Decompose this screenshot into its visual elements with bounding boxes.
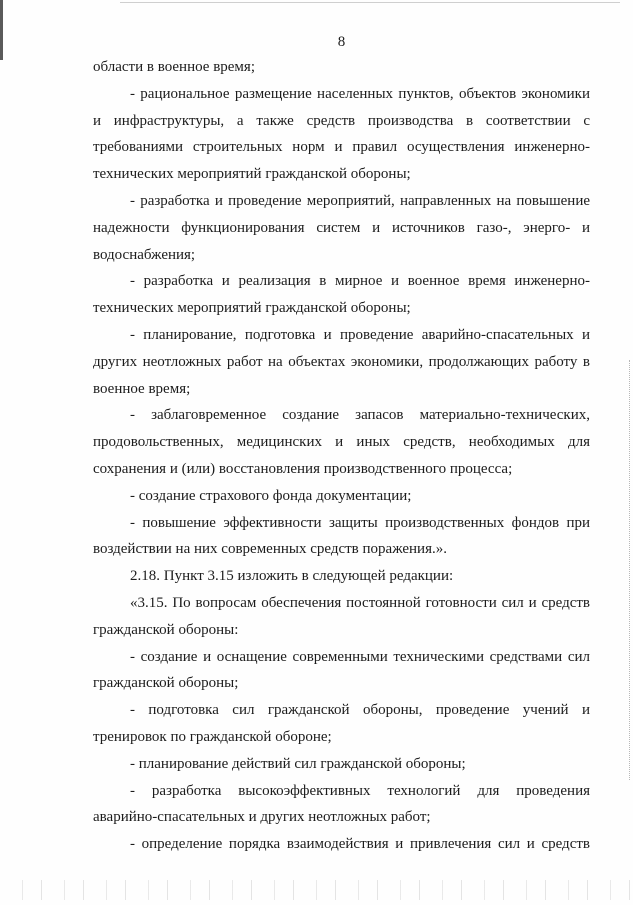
text-line: сохранения и (или) восстановления производственного процесса;: [93, 460, 513, 477]
text-line: технических мероприятий гражданской обороны;: [93, 166, 411, 183]
text-line: гражданской обороны;: [93, 675, 239, 692]
text-line: продовольственных, медицинских и иных средств, необходимых для: [93, 434, 590, 451]
text-line: - определение порядка взаимодействия и привлечения сил и средств: [130, 836, 590, 853]
text-line: тренировок по гражданской обороне;: [93, 728, 332, 745]
text-line: «3.15. По вопросам обеспечения постоянной готовности сил и средств: [130, 594, 590, 611]
text-line: области в военное время;: [93, 59, 255, 75]
text-line: - разработка и реализация в мирное и военное время инженерно-: [130, 273, 590, 290]
text-line: гражданской обороны:: [93, 621, 239, 638]
text-line: - повышение эффективности защиты производственных фондов при: [130, 514, 590, 531]
text-line: технических мероприятий гражданской обороны;: [93, 300, 411, 317]
text-line: - подготовка сил гражданской обороны, проведение учений и: [130, 702, 590, 719]
text-line: - планирование действий сил гражданской обороны;: [130, 755, 466, 772]
text-line: водоснабжения;: [93, 246, 196, 263]
page-number: 8: [337, 34, 346, 50]
text-line: - планирование, подготовка и проведение аварийно-спасательных и: [130, 326, 590, 343]
text-line: надежности функционирования систем и источников газо-, энерго- и: [93, 219, 590, 236]
text-line: - разработка и проведение мероприятий, направленных на повышение: [130, 192, 590, 209]
text-line: других неотложных работ на объектах экономики, продолжающих работу в: [93, 353, 590, 370]
text-line: - создание страхового фонда документации;: [130, 487, 412, 504]
text-line: и инфраструктуры, а также средств производства в соответствии с: [93, 112, 590, 129]
text-line: аварийно-спасательных и других неотложных работ;: [93, 809, 431, 826]
scan-artifact-bottom-noise: [0, 880, 633, 900]
text-line: воздействии на них современных средств поражения.».: [93, 541, 447, 558]
document-body: [93, 54, 590, 858]
text-line: - создание и оснащение современными техническими средствами сил: [130, 648, 590, 665]
text-line: - заблаговременное создание запасов материально-технических,: [130, 407, 590, 424]
scan-artifact-top-line: [120, 2, 620, 3]
text-line: 2.18. Пункт 3.15 изложить в следующей редакции:: [130, 568, 454, 585]
scan-artifact-right-dots: [628, 360, 630, 780]
text-line: военное время;: [93, 380, 191, 397]
text-line: требованиями строительных норм и правил осуществления инженерно-: [93, 139, 590, 156]
text-line: - рациональное размещение населенных пунктов, объектов экономики: [130, 85, 590, 102]
scan-artifact-left-edge: [0, 0, 3, 60]
text-line: - разработка высокоэффективных технологий для проведения: [130, 782, 590, 799]
